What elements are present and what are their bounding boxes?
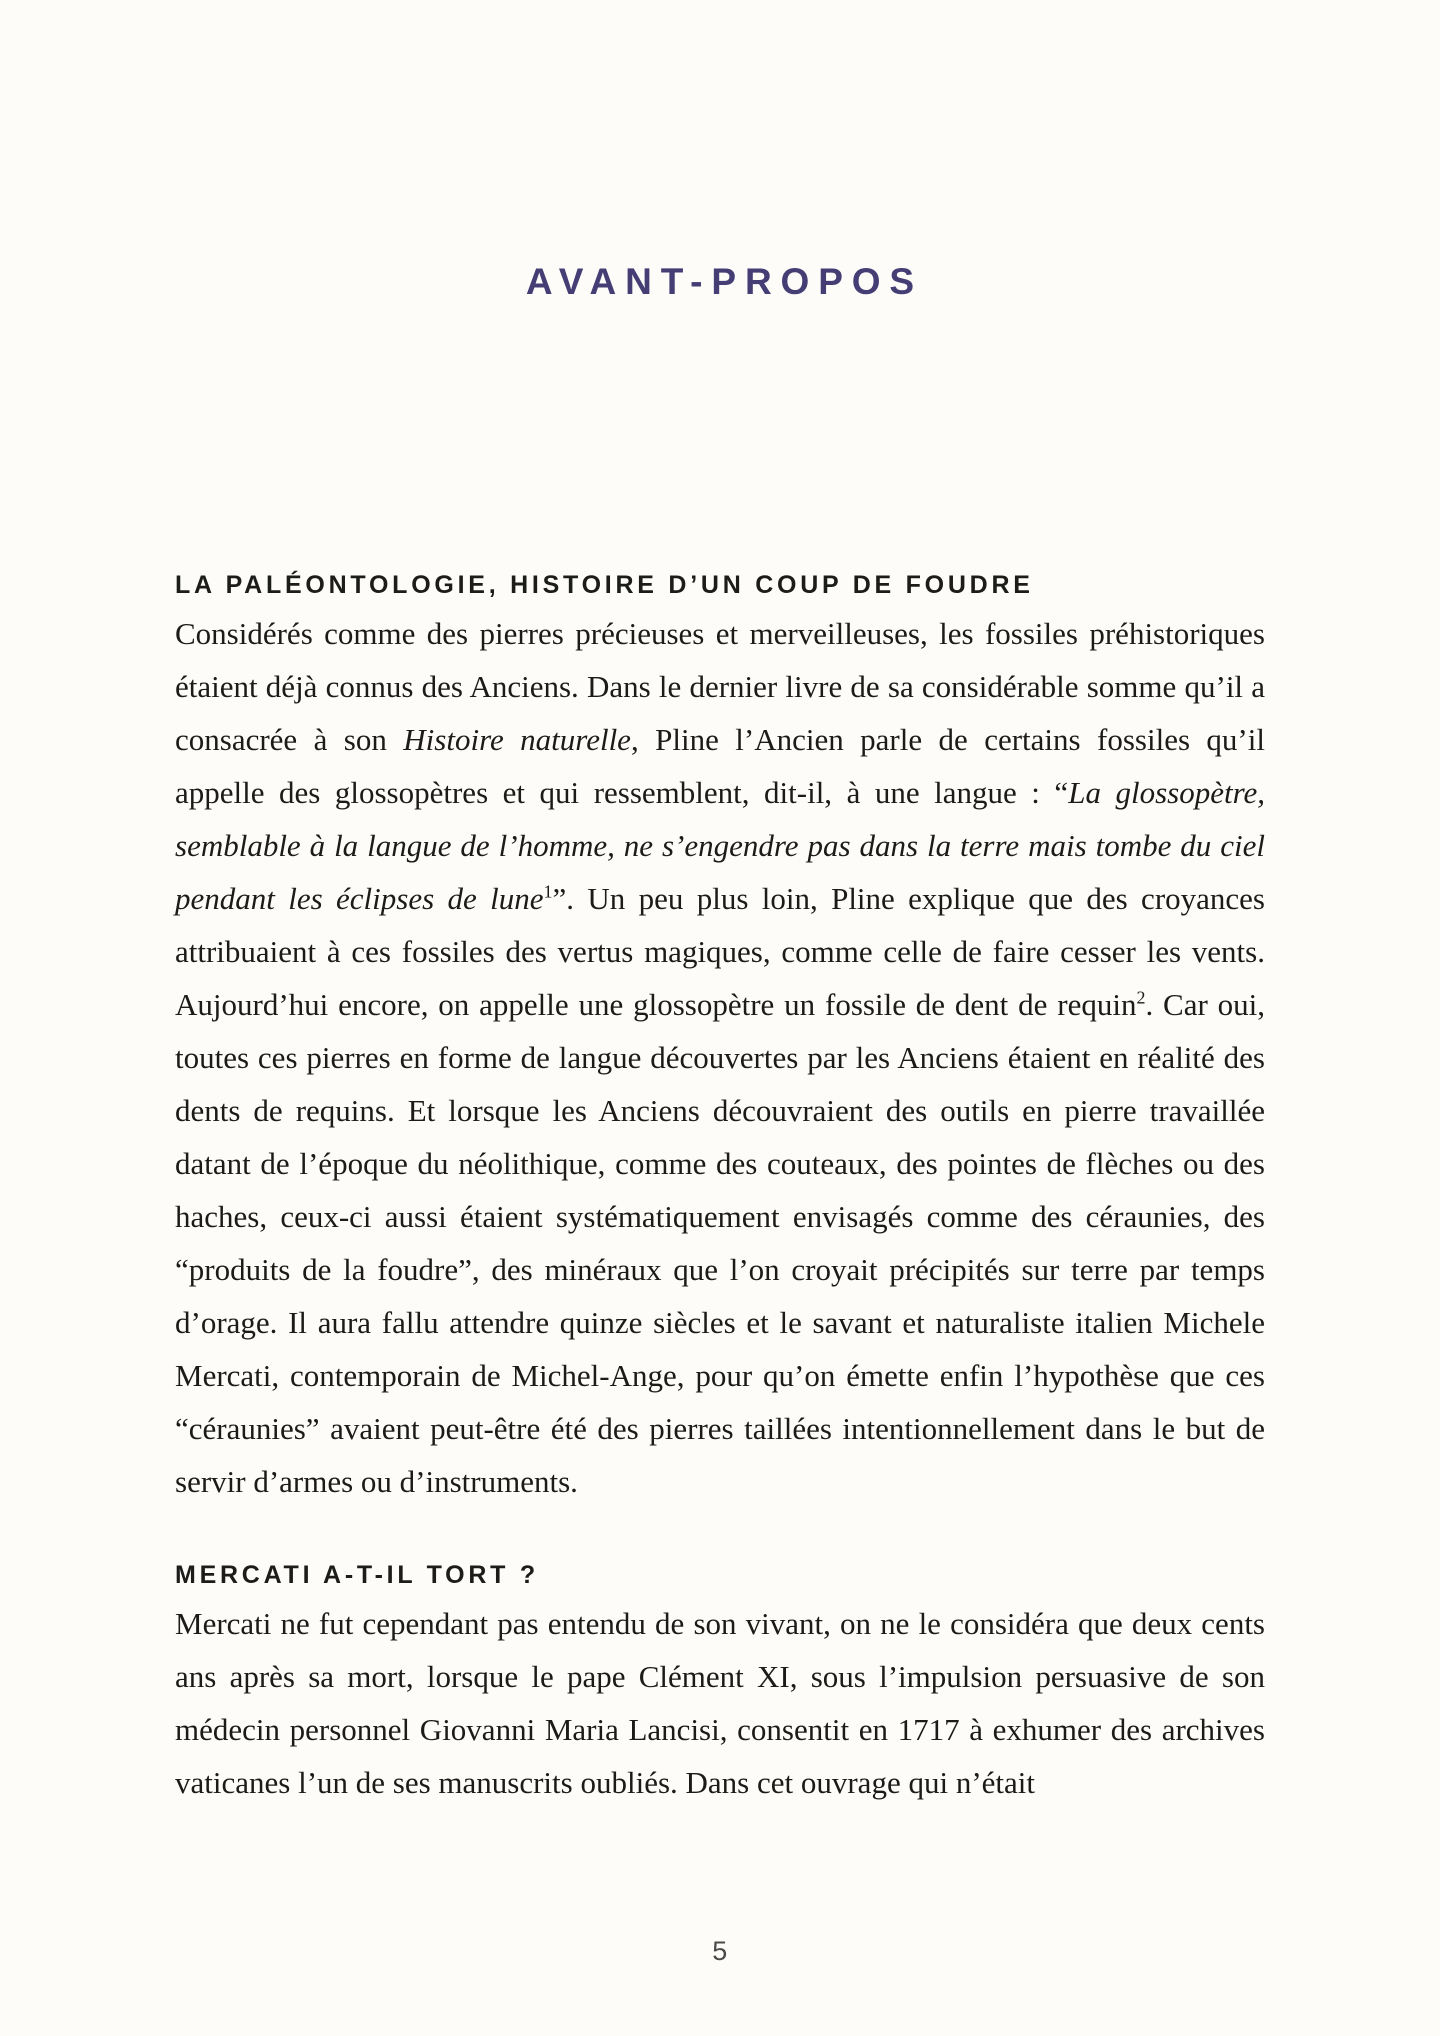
page-number: 5 xyxy=(712,1936,728,1966)
page-content xyxy=(175,0,1265,1809)
section-heading-mercati: MERCATI A-T-IL TORT ? xyxy=(175,1561,539,1589)
chapter-title: AVANT-PROPOS xyxy=(525,261,923,302)
section-heading-paleontologie: LA PALÉONTOLOGIE, HISTOIRE D’UN COUP DE FOUDRE xyxy=(175,571,1034,599)
section-paleontologie xyxy=(175,570,1265,1508)
paragraph-paleontologie: Considérés comme des pierres précieuses et merveilleuses, les fossiles préhistoriques étaient déjà connus des Anciens. Dans le dernier livre de sa considérable somme qu’il a consacrée à son Histoire naturelle, Pline l’Ancien parle de certains fossiles qu’il appelle des glossopètres et qui ressemblent, dit-il, à une langue : “La glossopètre, semblable à la langue de l’homme, ne s’engendre pas dans la terre mais tombe du ciel pendant les éclipses de lune$^1$”. Un peu plus loin, Pline explique que des croyances attribuaient à ces fossiles des vertus magiques, comme celle de faire cesser les vents. Aujourd’hui encore, on appelle une glossopètre un fossile de dent de requin$^2$. Car oui, toutes ces pierres en forme de langue découvertes par les Anciens étaient en réalité des dents de requins. Et lorsque les Anciens découvraient des outils en pierre travaillée datant de l’époque du néolithique, comme des couteaux, des pointes de flèches ou des haches, ceux-ci aussi étaient systématiquement envisagés comme des céraunies, des “produits de la foudre”, des minéraux que l’on croyait précipités sur terre par temps d’orage. Il aura fallu attendre quinze siècles et le savant et naturaliste italien Michele Mercati, contemporain de Michel-Ange, pour qu’on émette enfin l’hypothèse que ces “céraunies” avaient peut-être été des pierres taillées intentionnellement dans le but de servir d’armes ou d’instruments. xyxy=(175,616,1266,1499)
section-mercati xyxy=(175,1560,1265,1809)
paragraph-mercati: Mercati ne fut cependant pas entendu de son vivant, on ne le considéra que deux cents ans après sa mort, lorsque le pape Clément XI, sous l’impulsion persuasive de son médecin personnel Giovanni Maria Lancisi, consentit en 1717 à exhumer des archives vaticanes l’un de ses manuscrits oubliés. Dans cet ouvrage qui n’était xyxy=(175,1606,1265,1800)
